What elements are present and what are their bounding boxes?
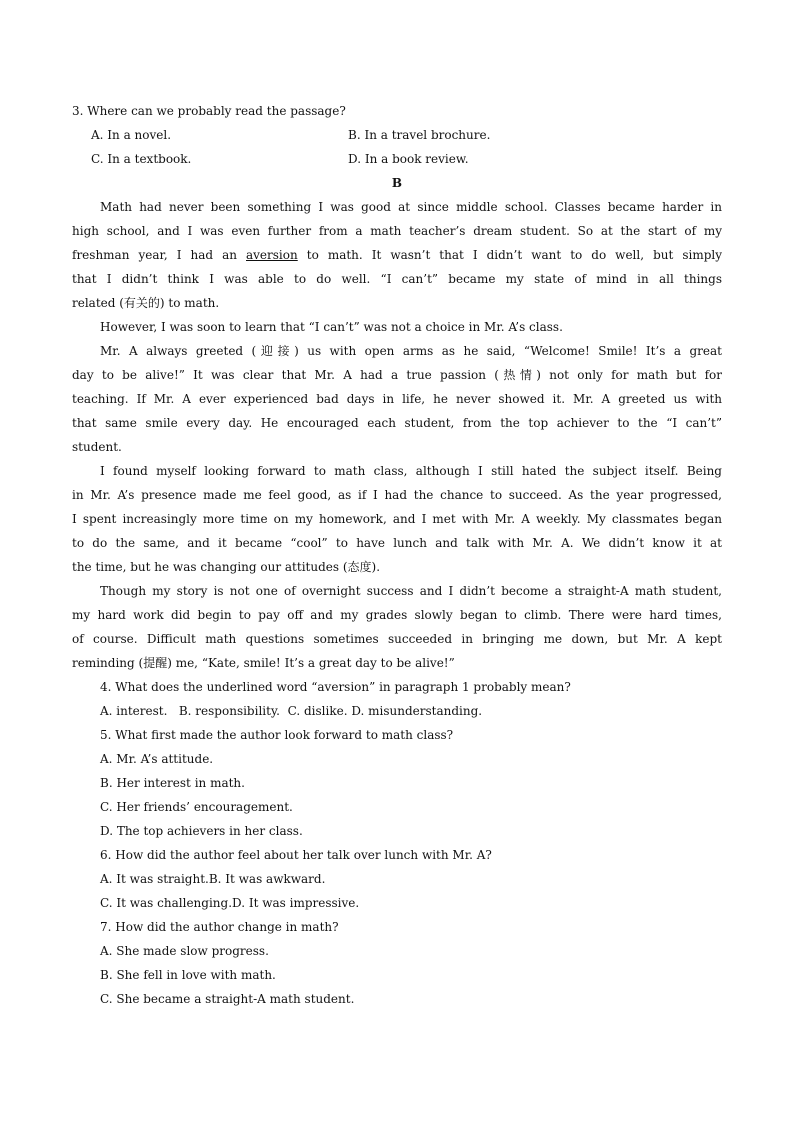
q7-option-b: B. She fell in love with math. <box>100 968 276 982</box>
p1-line-3-pre: freshman year, I had an <box>72 248 237 262</box>
p4-line-3: I spent increasingly more time on my homework, and I met with Mr. A weekly. My classmates began <box>72 512 722 526</box>
q4-options: A. interest. B. responsibility. C. dislike. D. misunderstanding. <box>100 704 483 718</box>
p1-line-1: Math had never been something I was good at since middle school. Classes became harder in <box>100 200 722 214</box>
p4-line-1: I found myself looking forward to math class, although I still hated the subject itself. Being <box>100 464 722 478</box>
q3-option-c: C. In a textbook. <box>91 152 192 166</box>
p5-line-4: reminding (提醒) me, “Kate, smile! It’s a great day to be alive!” <box>72 656 455 670</box>
q6-options-ab: A. It was straight.B. It was awkward. <box>100 872 326 886</box>
p1-line-3 <box>72 243 722 267</box>
p3-line-4: that same smile every day. He encouraged each student, from the top achiever to the “I can’t” <box>72 416 722 430</box>
p5-line-3: of course. Difficult math questions sometimes succeeded in bringing me down, but Mr. A kept <box>72 632 722 646</box>
p5-line-2: my hard work did begin to pay off and my grades slowly began to climb. There were hard times, <box>72 608 722 622</box>
p1-line-4: that I didn’t think I was able to do well. “I can’t” became my state of mind in all things <box>72 272 722 286</box>
p5-line-1: Though my story is not one of overnight success and I didn’t become a straight-A math student, <box>100 584 722 598</box>
q5-option-a: A. Mr. A’s attitude. <box>100 752 214 766</box>
q3-option-d: D. In a book review. <box>348 152 469 166</box>
q5-option-b: B. Her interest in math. <box>100 776 245 790</box>
q4-stem: 4. What does the underlined word “aversion” in paragraph 1 probably mean? <box>100 680 571 694</box>
q3-option-a: A. In a novel. <box>91 128 172 142</box>
p1-line-3-post: to math. It wasn’t that I didn’t want to do well, but simply <box>297 248 722 262</box>
p3-line-2: day to be alive!” It was clear that Mr. A had a true passion (热情) not only for math but for <box>72 368 722 382</box>
q5-option-c: C. Her friends’ encouragement. <box>100 800 293 814</box>
q5-option-d: D. The top achievers in her class. <box>100 824 303 838</box>
q6-stem: 6. How did the author feel about her talk over lunch with Mr. A? <box>100 848 492 862</box>
q3-option-b: B. In a travel brochure. <box>348 128 491 142</box>
p4-line-5: the time, but he was changing our attitudes (态度). <box>72 560 381 574</box>
p3-line-3: teaching. If Mr. A ever experienced bad days in life, he never showed it. Mr. A greeted us with <box>72 392 722 406</box>
q7-stem: 7. How did the author change in math? <box>100 920 339 934</box>
q6-options-cd: C. It was challenging.D. It was impressive. <box>100 896 360 910</box>
p4-line-4: to do the same, and it became “cool” to have lunch and talk with Mr. A. We didn’t know it at <box>72 536 722 550</box>
p3-line-1: Mr. A always greeted (迎接) us with open arms as he said, “Welcome! Smile! It’s a great <box>100 344 722 358</box>
q3-stem: 3. Where can we probably read the passage? <box>72 104 346 118</box>
q5-stem: 5. What first made the author look forward to math class? <box>100 728 454 742</box>
underlined-word-aversion: aversion <box>246 248 298 262</box>
p1-line-5: related (有关的) to math. <box>72 296 220 310</box>
p3-line-5: student. <box>72 440 122 454</box>
p1-line-2: high school, and I was even further from a math teacher’s dream student. So at the start of my <box>72 224 722 238</box>
q7-option-c: C. She became a straight-A math student. <box>100 992 355 1006</box>
p2-line-1: However, I was soon to learn that “I can’t” was not a choice in Mr. A’s class. <box>100 320 563 334</box>
p4-line-2: in Mr. A’s presence made me feel good, as if I had the chance to succeed. As the year progressed, <box>72 488 722 502</box>
q7-option-a: A. She made slow progress. <box>100 944 269 958</box>
section-label: B <box>391 176 403 190</box>
